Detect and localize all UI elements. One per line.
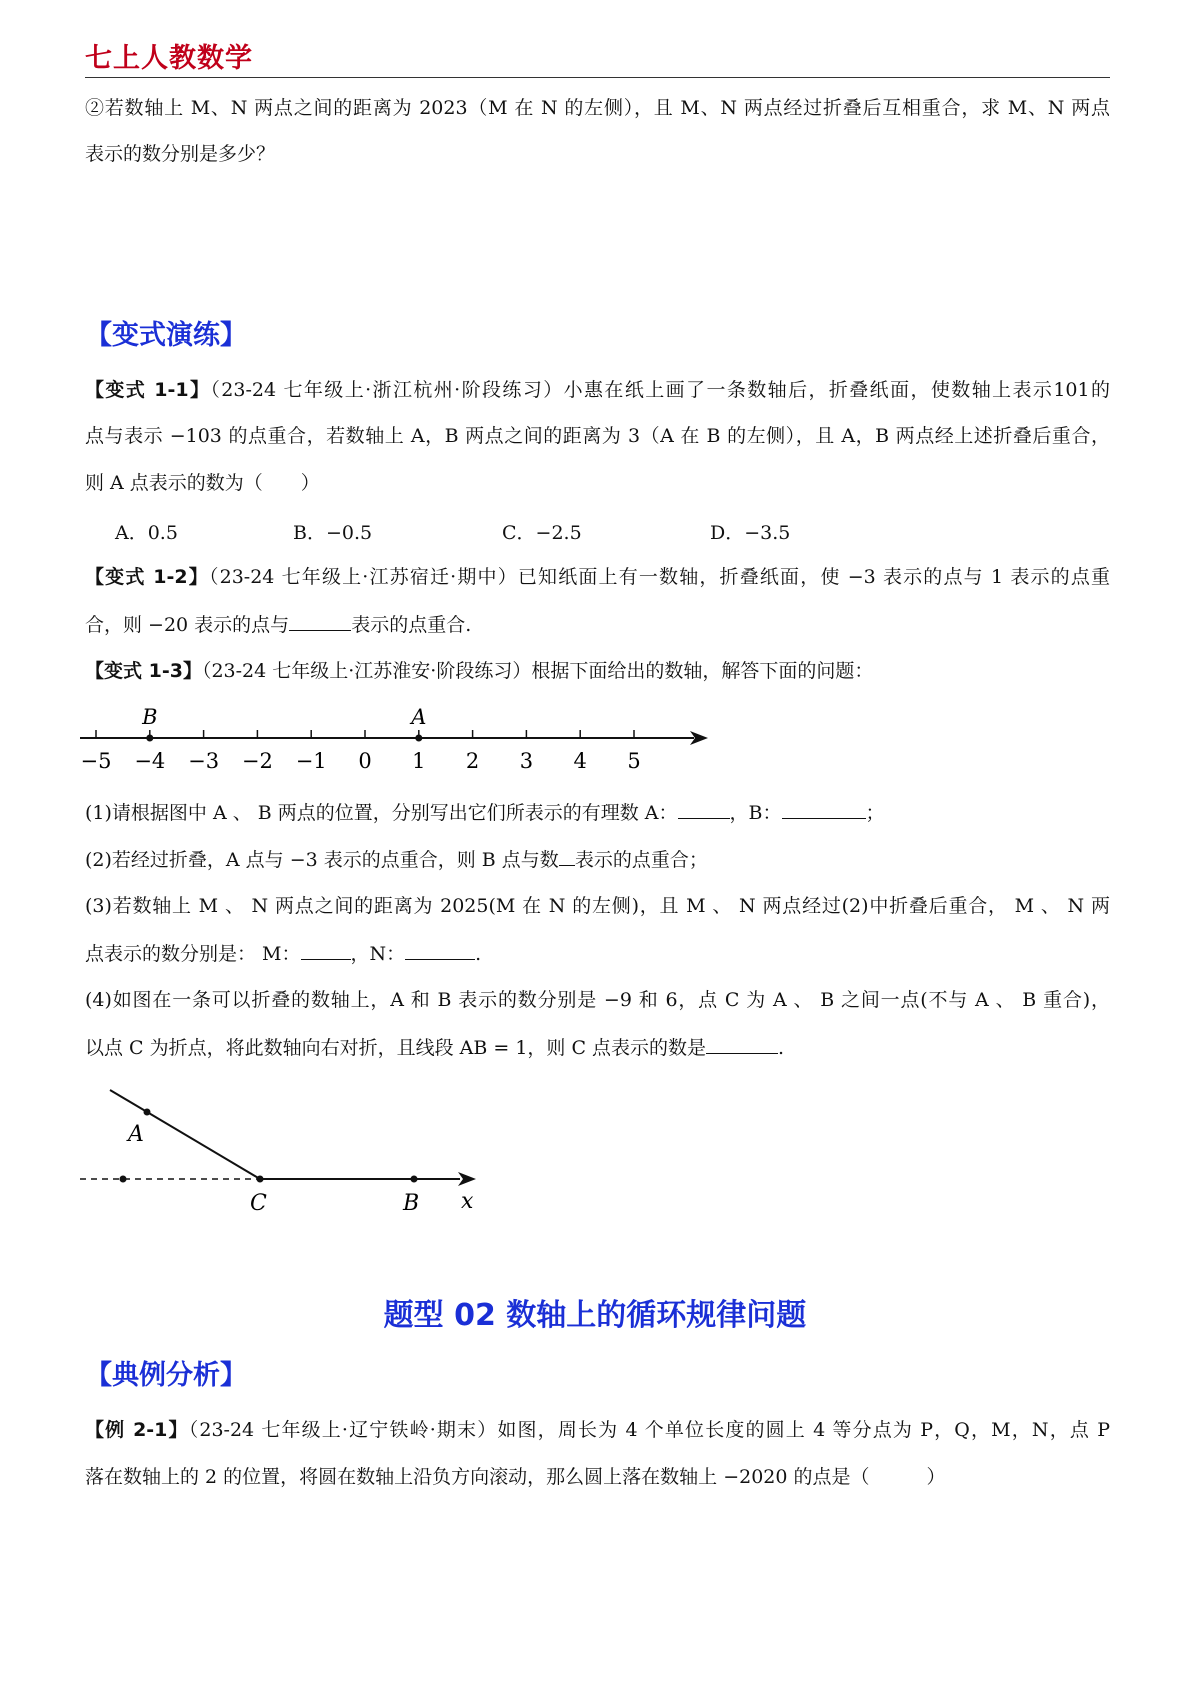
example-2-1-text-1: （23-24 七年级上·辽宁铁岭·期末）如图，周长为 4 个单位长度的圆上 4 等分点为 P，Q，M，N，点 P bbox=[188, 1419, 1110, 1441]
variant-1-1-line-3: 则 A 点表示的数为（ ） bbox=[85, 472, 320, 494]
point-b-dot bbox=[411, 1176, 418, 1183]
question-2-text-b: 表示的点重合； bbox=[574, 849, 708, 871]
question-1-text-a: (1)请根据图中 A 、 B 两点的位置，分别写出它们所表示的有理数 A： bbox=[85, 802, 678, 824]
number-line bbox=[80, 705, 708, 773]
variant-1-1-line-2: 点与表示 −103 的点重合，若数轴上 A，B 两点之间的距离为 3（A 在 B 的左侧），且 A，B 两点经上述折叠后重合， bbox=[85, 425, 1110, 447]
variant-1-2-tag: 【变式 1-2】 bbox=[85, 566, 209, 588]
question-1-text-c: ； bbox=[865, 802, 885, 824]
axis-arrow bbox=[458, 1172, 476, 1186]
document-header-title: 七上人教数学 bbox=[85, 43, 253, 74]
variant-1-3-line-1 bbox=[85, 659, 1110, 683]
question-3-text-c: . bbox=[475, 943, 482, 965]
axis-tick-label: 2 bbox=[465, 749, 480, 773]
question-4-text-a: 以点 C 为折点，将此数轴向右对折，且线段 AB = 1，则 C 点表示的数是 bbox=[85, 1037, 707, 1059]
axis-tick-label: −1 bbox=[295, 749, 327, 773]
variant-1-2-text-2b: 表示的点重合. bbox=[351, 614, 472, 636]
number-line-figure bbox=[80, 695, 720, 775]
intro-line-2: 表示的数分别是多少？ bbox=[85, 143, 276, 165]
answer-blank-m[interactable] bbox=[301, 941, 351, 960]
question-3-line-2 bbox=[85, 941, 1110, 966]
question-4-line-1: (4)如图在一条可以折叠的数轴上，A 和 B 表示的数分别是 −9 和 6，点 C 为 A 、 B 之间一点(不与 A 、 B 重合)， bbox=[85, 989, 1110, 1011]
option-c: C．−2.5 bbox=[502, 522, 582, 544]
option-b: B．−0.5 bbox=[293, 522, 373, 544]
question-3-line-1: (3)若数轴上 M 、 N 两点之间的距离为 2025(M 在 N 的左侧)，且 M 、 N 两点经过(2)中折叠后重合， M 、 N 两 bbox=[85, 895, 1110, 917]
variant-1-1-tag: 【变式 1-1】 bbox=[85, 379, 211, 401]
example-2-1-line-2: 落在数轴上的 2 的位置，将圆在数轴上沿负方向滚动，那么圆上落在数轴上 −2020 的点是（ ） bbox=[85, 1466, 946, 1488]
fold-label-x: x bbox=[461, 1189, 474, 1214]
header-rule bbox=[85, 77, 1110, 78]
example-2-1-tag: 【例 2-1】 bbox=[85, 1419, 189, 1441]
folding-figure bbox=[80, 1085, 500, 1220]
answer-blank-a[interactable] bbox=[678, 800, 730, 819]
question-3-text-a: 点表示的数分别是： M： bbox=[85, 943, 301, 965]
fold-label-b: B bbox=[403, 1191, 420, 1216]
question-1 bbox=[85, 800, 1110, 825]
question-4-text-b: . bbox=[778, 1037, 785, 1059]
variants-heading: 【变式演练】 bbox=[85, 320, 247, 351]
axis-tick-label: −2 bbox=[241, 749, 273, 773]
variant-1-3-text-1: （23-24 七年级上·江苏淮安·阶段练习）根据下面给出的数轴，解答下面的问题： bbox=[201, 660, 874, 682]
intro-line-1: ②若数轴上 M、N 两点之间的距离为 2023（M 在 N 的左侧），且 M、N 两点经过折叠后互相重合，求 M、N 两点 bbox=[85, 97, 1110, 119]
axis-tick-label: 3 bbox=[519, 749, 534, 773]
answer-blank[interactable] bbox=[289, 612, 351, 631]
point-a-dot bbox=[144, 1109, 151, 1116]
question-3-text-b: ，N： bbox=[350, 943, 406, 965]
fold-label-a: A bbox=[128, 1122, 144, 1147]
answer-blank-n[interactable] bbox=[405, 941, 475, 960]
example-heading: 【典例分析】 bbox=[85, 1360, 247, 1391]
question-2 bbox=[85, 847, 1110, 872]
example-2-1-line-1 bbox=[85, 1418, 1110, 1442]
point-c-dot bbox=[257, 1176, 264, 1183]
axis-point-b bbox=[146, 735, 153, 742]
type-02-heading: 题型 02 数轴上的循环规律问题 bbox=[383, 1298, 807, 1333]
option-a: A．0.5 bbox=[115, 522, 178, 544]
variant-1-2-line-1 bbox=[85, 565, 1110, 589]
axis-point-a bbox=[415, 735, 422, 742]
question-4-line-2 bbox=[85, 1035, 1110, 1060]
axis-tick-label: 0 bbox=[358, 749, 372, 773]
variant-1-2-line-2 bbox=[85, 612, 1110, 637]
option-d: D．−3.5 bbox=[710, 522, 791, 544]
variant-1-1-line-1 bbox=[85, 378, 1110, 402]
answer-blank-b[interactable] bbox=[782, 800, 866, 819]
axis-tick-label: −5 bbox=[80, 749, 112, 773]
axis-point-label-a: A bbox=[411, 705, 427, 729]
axis-tick-label: 1 bbox=[412, 749, 426, 773]
answer-blank-fold[interactable] bbox=[559, 847, 575, 866]
axis-tick-label: −4 bbox=[134, 749, 166, 773]
variant-1-3-tag: 【变式 1-3】 bbox=[85, 660, 202, 682]
variant-1-2-text-1: （23-24 七年级上·江苏宿迁·期中）已知纸面上有一数轴，折叠纸面，使 −3 表示的点与 1 表示的点重 bbox=[208, 566, 1110, 588]
axis-tick-label: −3 bbox=[188, 749, 220, 773]
question-2-text-a: (2)若经过折叠，A 点与 −3 表示的点重合，则 B 点与数 bbox=[85, 849, 559, 871]
answer-blank-c[interactable] bbox=[706, 1035, 778, 1054]
axis-point-label-b: B bbox=[142, 705, 158, 729]
fold-label-c: C bbox=[250, 1191, 267, 1216]
axis-tick-label: 4 bbox=[573, 749, 587, 773]
variant-1-2-text-2a: 合，则 −20 表示的点与 bbox=[85, 614, 290, 636]
axis-tick-label: 5 bbox=[627, 749, 641, 773]
variant-1-1-text-1: （23-24 七年级上·浙江杭州·阶段练习）小惠在纸上画了一条数轴后，折叠纸面，使数轴上表示101的 bbox=[210, 379, 1110, 401]
dashed-point-dot bbox=[120, 1176, 127, 1183]
question-1-text-b: ，B： bbox=[729, 802, 782, 824]
